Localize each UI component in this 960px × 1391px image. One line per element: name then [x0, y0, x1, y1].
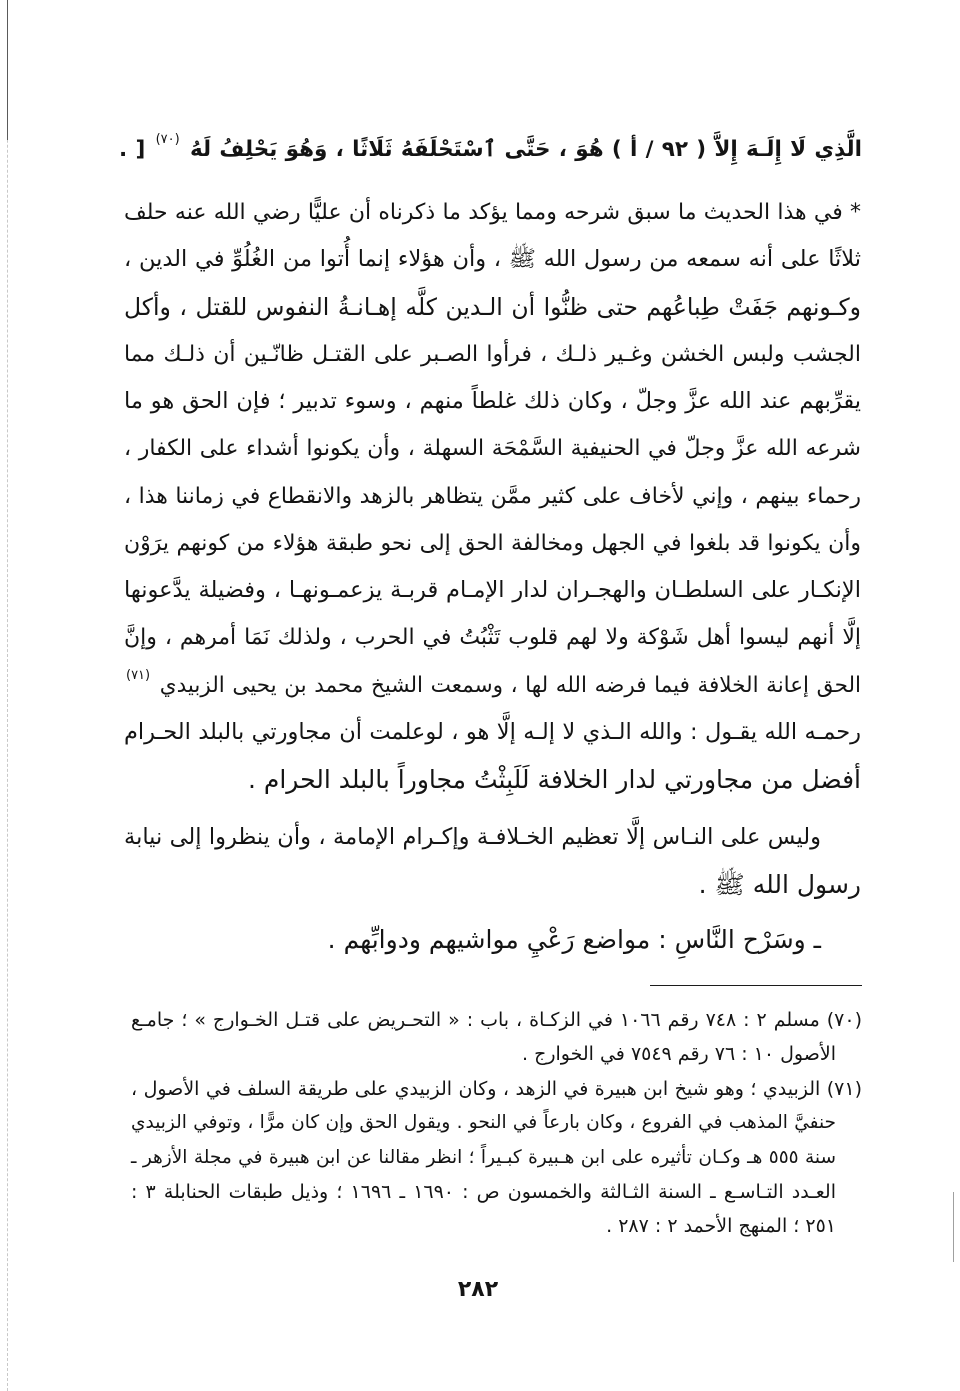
- commentary-line: [123, 614, 861, 661]
- commentary-line: [123, 662, 861, 709]
- closing-bracket: ]: [135, 137, 146, 162]
- hadith-text-block: [118, 126, 862, 174]
- footnote-71-line: [130, 1141, 836, 1175]
- footnote-70-line: [130, 1003, 862, 1037]
- commentary-line-text: وكـونهم جَفَتْ طِباعُهم حتى ظنُّوا أن الـدين كلَّه إهـانـةُ النفوس للقتل ، وأكل: [124, 292, 861, 321]
- footnote-text: حنفيَّ المذهب في الفروع ، وكان بارعاً في النحو . ويقول الحق وإن كان مرًّا ، وتوفي الزبيدي: [131, 1112, 836, 1134]
- commentary-line: [123, 567, 861, 614]
- footnote-ref-71: (٧١): [125, 667, 151, 683]
- gloss-text: ـ وسَرْح النَّاسِ : مواضع رَعْيِ مواشيهم ودوابِّهم .: [327, 925, 821, 954]
- hadith-text: الَّذِي لَا إِلَـهَ إِلاَّ ( ٩٢ / أ ) هُوَ ، حَتَّى ٱسْتَحْلَفَهُ ثَلَاثًا ، وَهُوَ يَحْلِفُ لَهُ: [190, 137, 862, 162]
- commentary-line-text: إلَّا أنهم ليسوا أهل شَوْكة ولا لهم قلوب تَثْبُتُ في الحرب ، ولذلك نَمَا أمرهم ، وإنَّ: [124, 625, 861, 651]
- closing-paragraph: [123, 814, 861, 908]
- hadith-line: [118, 126, 862, 174]
- scan-edge-shadow: [7, 0, 8, 140]
- scan-edge-line: [7, 0, 8, 1391]
- commentary-line-last: [123, 756, 861, 803]
- commentary-line: [123, 378, 861, 425]
- hadith-line-content: [119, 126, 862, 174]
- commentary-line-text: رحماء بينهم ، وإني لأخاف على كثير ممَّن يتظاهر بالزهد والانقطاع في زماننا هذا ،: [124, 483, 861, 509]
- gloss-paragraph: [123, 916, 861, 964]
- footnote-71-line-last: [130, 1209, 836, 1243]
- footnote-text: سنة ٥٥٥ هـ وكـان تأثيره على ابن هـبيرة كبـيراً ؛ انظر مقالنا عن ابن هبيرة في مجلة الأزهر ـ: [131, 1146, 836, 1168]
- commentary-line: [123, 284, 861, 331]
- commentary-line-text: وأن يكونوا قد بلغوا في الجهل ومخالفة الحق إلى نحو طبقة هؤلاء من كونهم يرَوْن: [124, 530, 861, 556]
- footnote-ref-70: (٧٠): [155, 132, 180, 147]
- closing-line-last: [123, 861, 861, 908]
- footnote-text: (٧٠) مسلم ٢ : ٧٤٨ رقم ١٠٦٦ في الزكـاة ، باب : « التحـريض على قتـل الخـوارج » ؛ جامـع: [130, 1009, 862, 1031]
- commentary-line-content: [124, 662, 861, 709]
- commentary-line-text: أفضل من مجاورتي لدار الخلافة لَلَبِثْتُ مجاوراً بالبلد الحرام .: [247, 765, 861, 794]
- footnote-text: العـدد التـاسـع ـ السنة الثـالثة والخمسون ص : ١٦٩٠ ـ ١٦٩٦ ؛ وذيل طبقات الحنابلة ٣ :: [131, 1180, 836, 1203]
- footnote-text: الأصول ١٠ : ٧٦ رقم ٧٥٤٩ في الخوارج .: [521, 1043, 836, 1066]
- footnote-71-line: [130, 1072, 862, 1106]
- footnote-separator: [650, 985, 862, 986]
- commentary-line-text: رحمـه الله يقـول : والله الـذي لا إلـه إلَّا هو ، لوعلمت أن مجاورتي بالبلد الحـرام: [124, 718, 861, 745]
- footnote-70-line-last: [130, 1037, 836, 1071]
- closing-line-text: رسول الله ﷺ .: [698, 870, 861, 899]
- footnotes-section: [130, 1003, 862, 1244]
- commentary-line-text: الحق إعانة الخلافة فيما فرضه الله لها ، وسمعت الشيخ محمد بن يحيى الزبيدي: [159, 672, 861, 698]
- commentary-line-text: ثلاثًا على أنه سمعه من رسول الله ﷺ ، وأن هؤلاء إنما أُتوا من الغُلُوِّ في الدين ،: [124, 246, 861, 273]
- commentary-line-text: يقرِّبهم عند الله عزَّ وجلّ ، وكان ذلك غلطاً منهم ، وسوء تدبير ؛ فإن الحق هو ما: [124, 388, 861, 414]
- commentary-line: [123, 709, 861, 756]
- end-mark: .: [119, 137, 128, 162]
- closing-line: [123, 814, 821, 861]
- footnote-71-line: [130, 1106, 836, 1140]
- commentary-line-text: الإنكـار على السلطـان والهجـران لدار الإمـام قربـة يزعمـونهـا ، وفضيلة يدَّعونها: [124, 577, 861, 603]
- commentary-line: [123, 473, 861, 520]
- commentary-line-text: شرعه الله عزَّ وجلّ في الحنيفية السَّمْحَة السهلة ، وأن يكونوا أشداء على الكفار ،: [124, 436, 861, 462]
- commentary-line: [123, 236, 861, 283]
- footnote-text: ٢٥١ ؛ المنهج الأحمد ٢ : ٢٨٧ .: [606, 1215, 836, 1238]
- commentary-line: [123, 331, 861, 378]
- scan-mark-right: [953, 1192, 954, 1262]
- closing-line-text: وليس على النـاس إلَّا تعظيم الخـلافـة وإكـرام الإمامة ، وأن ينظروا إلى نيابة: [124, 824, 821, 850]
- commentary-line-text: الجشب ولبس الخشن وغـير ذلـك ، فرأوا الصـبر على القتـل ظانّـين أن ذلـك مما: [124, 341, 861, 367]
- commentary-line-text: * في هذا الحديث ما سبق شرحه ومما يؤكد ما ذكرناه أن عليًّا رضي الله عنه حلف: [124, 200, 861, 225]
- commentary-paragraph: [123, 189, 861, 803]
- commentary-line: [123, 520, 861, 567]
- page-number: ٢٨٢: [457, 1277, 499, 1302]
- commentary-line: [123, 189, 861, 236]
- footnote-text: (٧١) الزبيدي ؛ وهو شيخ ابن هبيرة في الزهد ، وكان الزبيدي على طريقة السلف في الأصول ،: [131, 1077, 862, 1100]
- commentary-line: [123, 425, 861, 472]
- gloss-line: [123, 916, 821, 964]
- footnote-71-line: [130, 1175, 836, 1209]
